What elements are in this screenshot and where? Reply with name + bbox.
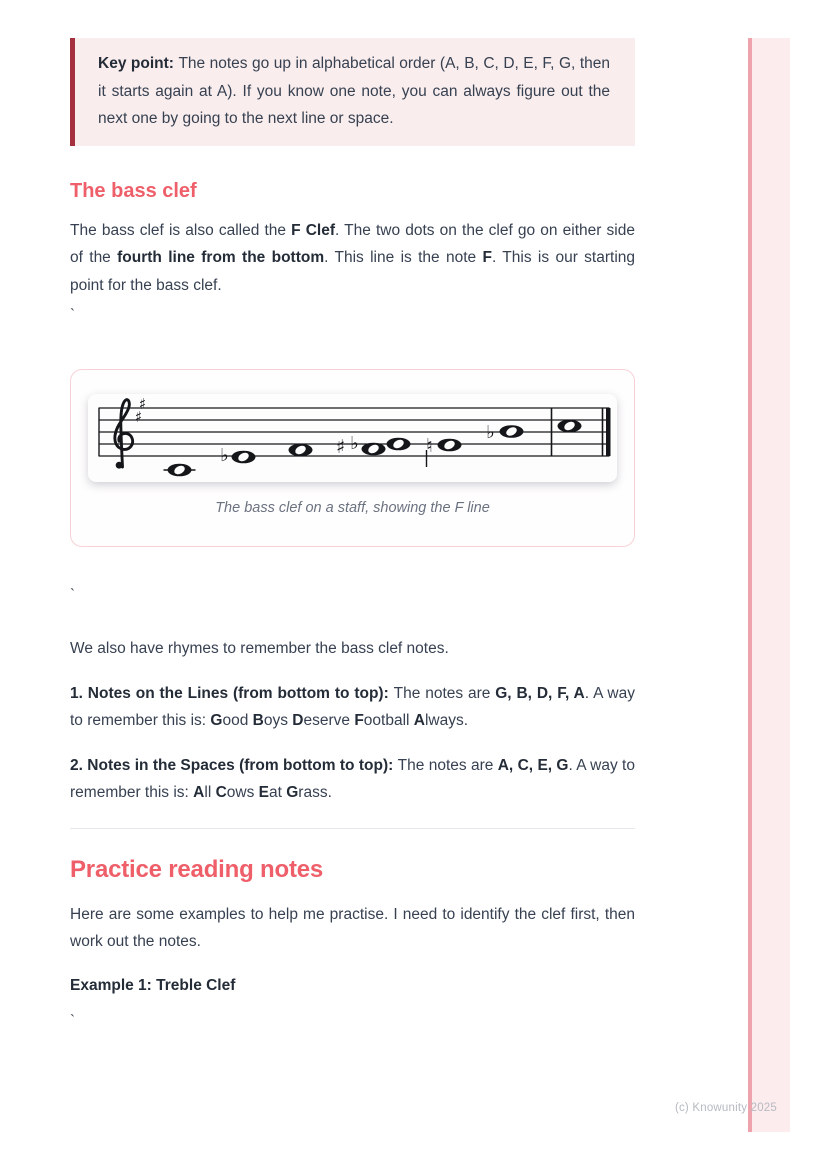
example-1-heading: Example 1: Treble Clef [70,976,236,994]
staff-caption: The bass clef on a staff, showing the F line [215,500,490,516]
heading-bass-clef: The bass clef [70,179,197,202]
whole-note-flat [486,422,523,443]
note-cluster-sharp-flat [336,433,411,458]
key-signature-sharp-icon: ♯ [138,395,147,413]
key-signature-sharp-icon: ♯ [134,408,143,426]
staff-figure-card [70,369,635,547]
whole-note [558,420,582,433]
heading-practice-reading-notes: Practice reading notes [70,855,324,883]
treble-clef-icon [115,400,133,469]
stray-backtick-2: ` [70,586,75,603]
staff-image [88,394,617,482]
whole-note-natural [426,435,461,467]
whole-note-flat [220,445,255,466]
svg-text:♭: ♭ [486,422,495,443]
page-edge-bar [748,38,790,1132]
footer-copyright: (c) Knowunity 2025 [674,1102,777,1114]
stray-backtick-3: ` [70,1012,75,1029]
practice-intro: Here are some examples to help me practise. I need to identify the clef first, then work out the notes. [70,905,635,950]
rhyme-lines: 1. Notes on the Lines (from bottom to top): The notes are G, B, D, F, A. A way to remember this is: Good Boys Deserve Football Always. [70,684,635,729]
section-divider [70,828,635,829]
whole-note [164,464,196,477]
svg-text:♯: ♯ [335,436,346,458]
staff-svg [88,394,617,482]
rhyme-spaces: 2. Notes in the Spaces (from bottom to top): The notes are A, C, E, G. A way to remember this is: All Cows Eat Grass. [70,756,635,801]
stray-backtick-1: ` [70,306,75,323]
svg-text:♭: ♭ [220,445,229,466]
whole-note [289,444,313,457]
key-point-callout [70,38,635,146]
svg-text:♮: ♮ [426,435,433,457]
bass-clef-intro: The bass clef is also called the F Clef. The two dots on the clef go on either side of the fourth line from the bottom. This line is the note F. This is our starting point for the bass clef. [70,221,636,294]
rhymes-intro: We also have rhymes to remember the bass clef notes. [70,640,449,657]
svg-text:♭: ♭ [350,433,359,454]
document-content [70,0,635,1031]
key-point-text: Key point: The notes go up in alphabetical order (A, B, C, D, E, F, G, then it starts again at A). If you know one note, you can always figure out the next one by going to the next line or space. [98,55,610,127]
